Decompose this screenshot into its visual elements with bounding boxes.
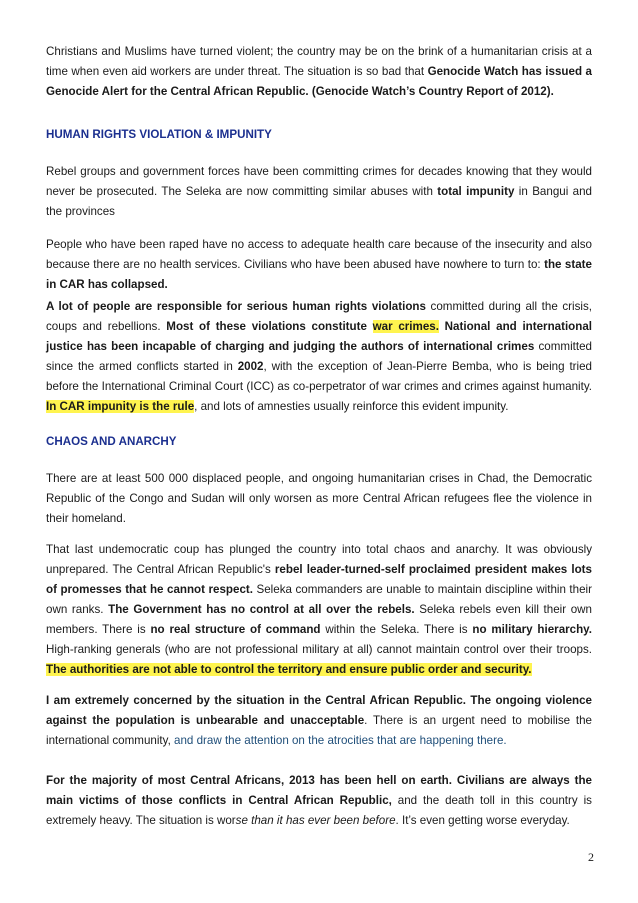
paragraph-coup-chaos [46,540,592,680]
highlight-impunity-rule: In CAR impunity is the rule [46,400,195,413]
text: Seleka rebels even kill their own members. There is [46,603,592,636]
bold-text: I am extremely concerned by the situation in the Central African Republic. The ongoing violence against the population is unbearable and unacceptable [46,694,592,727]
text: Christians and Muslims have turned violent; the country may be on the brink of a humanitarian crisis at a time when even aid workers are under threat. The situation is so bad that [46,45,592,78]
text: in Bangui and the provinces [46,185,592,218]
text: and the death toll in this country is extremely heavy. The situation is wor [46,794,592,827]
bold-text: no military hierarchy. [472,623,592,636]
text: High-ranking generals (who are not professional military at all) cannot maintain control over their troops. [46,643,592,656]
text: People who have been raped have no access to adequate health care because of the insecurity and also because there are no health services. Civilians who have been abused have nowhere to turn to: [46,238,592,271]
paragraph-displaced-people [46,469,592,529]
highlight-war-crimes: war crimes. [372,320,439,333]
text: committed during all the crisis, coups and rebellions. [46,300,592,333]
bold-text: National and international justice has been incapable of charging and judging the authors of international crimes [46,320,593,353]
bold-text: rebel leader-turned-self proclaimed president makes lots of promesses that he cannot respect. [46,563,592,596]
text: , and lots of amnesties usually reinforce this evident impunity. [194,400,509,413]
heading-chaos-anarchy: CHAOS AND ANARCHY [46,435,177,448]
bold-text: total impunity [437,185,515,198]
bold-text: the state in CAR has collapsed. [46,258,592,291]
text: . There is an urgent need to mobilise the international community, [46,714,593,747]
text: Seleka commanders are unable to maintain discipline within their own ranks. [46,583,592,616]
text: committed since the armed conflicts started in [46,340,592,373]
paragraph-war-crimes [46,297,592,417]
italic-text: se than it has ever been before [235,814,396,827]
bold-year: 2002 [237,360,264,373]
bold-text: no real structure of command [150,623,321,636]
text: Rebel groups and government forces have been committing crimes for decades knowing that they would never be prosecuted. The Seleka are now committing similar abuses with [46,165,592,198]
paragraph-impunity [46,162,592,222]
highlight-authorities: The authorities are not able to control the territory and ensure public order and security. [46,663,532,676]
text: . It’s even getting worse everyday. [395,814,570,827]
paragraph-rape-victims [46,235,592,295]
bold-text: A lot of people are responsible for serious human rights violations [46,300,426,313]
bold-text: Most of these violations constitute [166,320,373,333]
paragraph-genocide-alert [46,42,592,102]
paragraph-hell-on-earth [46,771,592,831]
bold-text: For the majority of most Central Africans, 2013 has been hell on earth. Civilians are always the main victims of those conflicts in Central African Republic, [46,774,592,807]
genocide-watch-alert: Genocide Watch has issued a Genocide Alert for the Central African Republic. (Genocide Watch’s Country Report of 2012). [46,65,592,98]
text: That last undemocratic coup has plunged the country into total chaos and anarchy. It was obviously unprepared. The Central African Republic's [46,543,592,576]
text: , with the exception of Jean-Pierre Bemba, who is being tried before the International Criminal Court (ICC) as co-perpetrator of war crimes and crimes against humanity. [46,360,592,393]
paragraph-concern [46,691,592,751]
blue-text: and draw the attention on the atrocities that are happening there. [174,734,507,747]
heading-human-rights: HUMAN RIGHTS VIOLATION & IMPUNITY [46,128,272,141]
text: There are at least 500 000 displaced people, and ongoing humanitarian crises in Chad, the Democratic Republic of the Congo and Sudan will only worsen as more Central African refugees flee the violence in their homeland. [46,472,592,525]
page-number: 2 [588,850,594,864]
bold-text: The Government has no control at all over the rebels. [108,603,415,616]
text: within the Seleka. There is [320,623,473,636]
